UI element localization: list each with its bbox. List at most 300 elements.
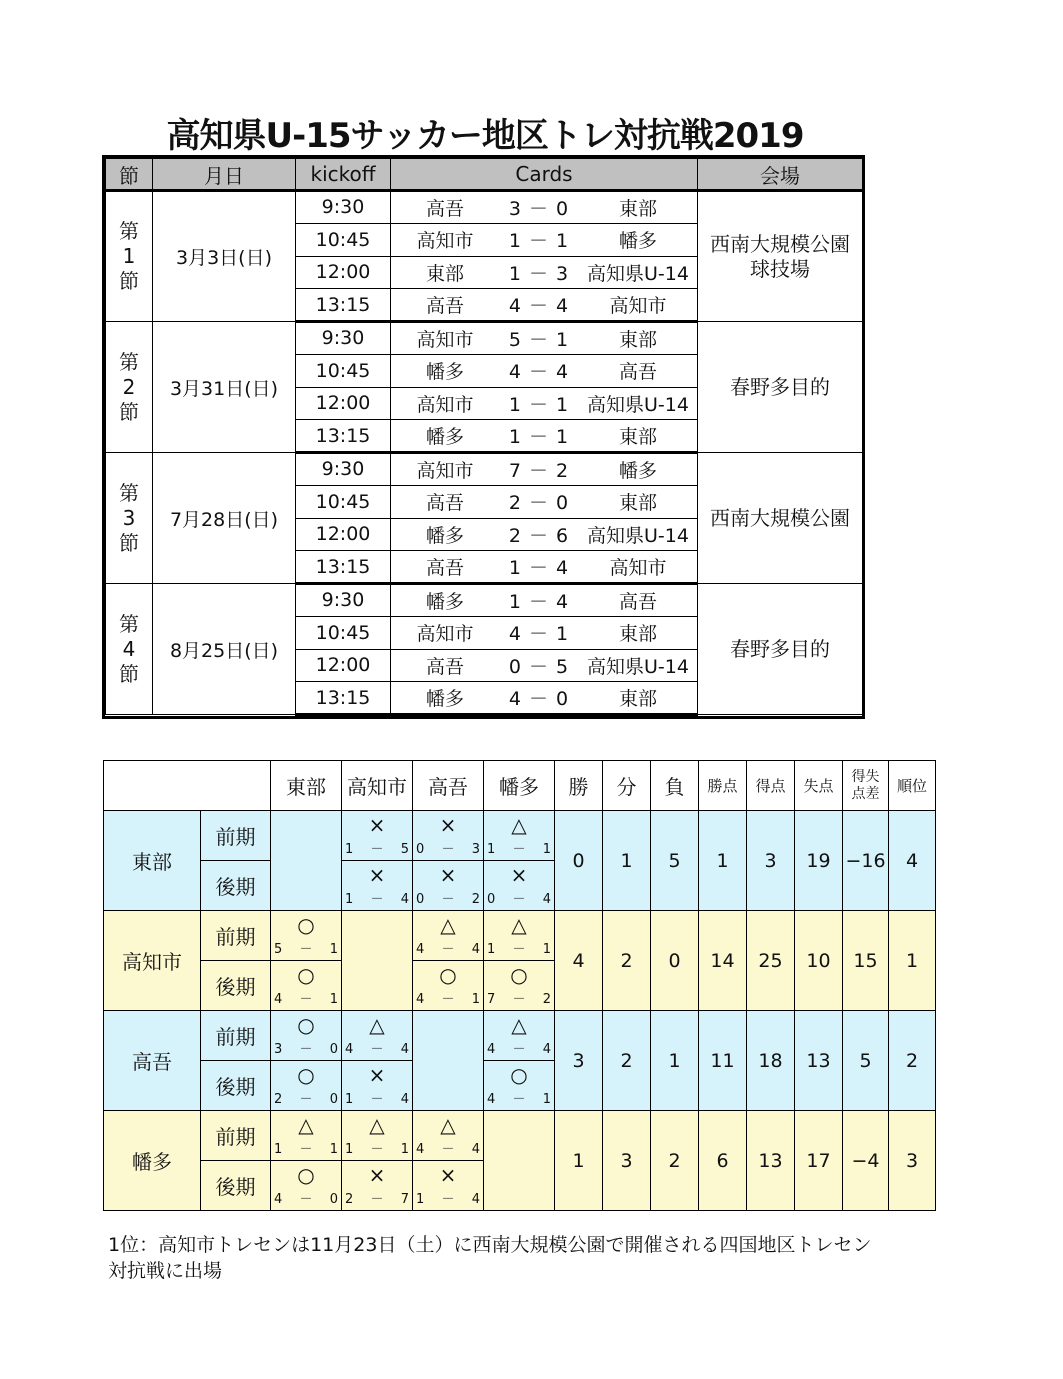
header-cards: Cards — [391, 159, 698, 191]
match-card — [391, 191, 698, 224]
result-mark-icon: ○ — [297, 913, 315, 937]
round-date: 3月31日(日) — [153, 322, 296, 453]
match-score: 1 － 4 — [508, 590, 570, 613]
standings-table — [103, 760, 935, 1207]
team-name: 高知市 — [104, 911, 201, 1011]
match-card — [391, 256, 698, 289]
venue-line: 春野多目的 — [730, 374, 830, 399]
result-mark-icon: × — [439, 813, 457, 837]
match-line — [395, 259, 693, 286]
away-team: 高吾 — [618, 590, 657, 613]
kickoff-time: 9:30 — [296, 191, 391, 224]
away-team: 東部 — [618, 688, 657, 711]
score-sep: － — [441, 992, 455, 1007]
result-cell — [342, 1161, 413, 1211]
match-card — [391, 485, 698, 518]
schedule-body — [106, 191, 863, 715]
standings-row — [104, 1011, 936, 1061]
home-team: 高知市 — [416, 230, 474, 253]
period-label: 前期 — [201, 1011, 271, 1061]
result-score — [274, 1142, 338, 1158]
score-against: 2 — [471, 892, 480, 907]
kickoff-time: 10:45 — [296, 354, 391, 387]
score-for: 4 — [487, 1042, 496, 1057]
match-line — [395, 390, 693, 417]
match-card — [391, 387, 698, 420]
round-label — [106, 191, 153, 322]
header-date: 月日 — [153, 159, 296, 191]
score-for: 4 — [274, 992, 283, 1007]
venue — [698, 453, 863, 584]
result-cell — [342, 811, 413, 861]
score-sep: － — [512, 1092, 526, 1107]
match-line — [395, 553, 693, 580]
stat-win: 0 — [555, 811, 603, 911]
result-cell — [413, 911, 484, 961]
round-label-char: 第 — [119, 219, 139, 243]
period-label: 後期 — [201, 1161, 271, 1211]
result-content — [342, 1011, 412, 1060]
score-against: 2 — [542, 992, 551, 1007]
round-label-char: 節 — [119, 399, 139, 424]
stat-points: 14 — [699, 911, 747, 1011]
score-for: 1 — [416, 1192, 425, 1207]
schedule-row — [106, 322, 863, 355]
venue — [698, 584, 863, 715]
match-score: 1 － 3 — [508, 262, 570, 285]
result-content — [342, 1161, 412, 1210]
score-sep: － — [299, 1192, 313, 1207]
result-score — [345, 892, 409, 908]
result-content — [484, 1061, 554, 1110]
result-content — [484, 961, 554, 1010]
result-mark-icon: × — [439, 863, 457, 887]
score-for: 1 — [487, 842, 496, 857]
score-for: 4 — [416, 1142, 425, 1157]
result-score — [487, 842, 551, 858]
stat-loss: 5 — [651, 811, 699, 911]
score-sep: － — [512, 842, 526, 857]
home-team: 幡多 — [425, 590, 464, 613]
header-points: 勝点 — [699, 761, 747, 811]
result-cell — [484, 911, 555, 961]
match-line — [395, 456, 693, 483]
score-for: 1 — [345, 892, 354, 907]
home-team: 幡多 — [425, 688, 464, 711]
result-score — [416, 892, 480, 908]
result-cell — [484, 1011, 555, 1061]
match-score: 5 － 1 — [508, 328, 570, 351]
score-sep: － — [370, 892, 384, 907]
score-sep: － — [299, 1142, 313, 1157]
score-against: 4 — [471, 1142, 480, 1157]
kickoff-time: 13:15 — [296, 289, 391, 322]
page-title: 高知県U-15サッカー地区トレ対抗戦2019 — [166, 116, 804, 156]
stat-goals-for: 25 — [747, 911, 795, 1011]
team-name: 高吾 — [104, 1011, 201, 1111]
header-team-1: 東部 — [271, 761, 342, 811]
score-sep: － — [370, 1142, 384, 1157]
score-against: 5 — [400, 842, 409, 857]
result-mark-icon: △ — [440, 913, 456, 937]
result-content — [342, 1061, 412, 1110]
score-sep: － — [441, 892, 455, 907]
match-line — [395, 587, 693, 614]
self-match-cell — [484, 1111, 555, 1211]
venue-line: 春野多目的 — [730, 636, 830, 661]
result-content — [271, 1061, 341, 1110]
home-team: 幡多 — [425, 361, 464, 384]
header-team-3: 高吾 — [413, 761, 484, 811]
round-label-char: 第 — [119, 611, 139, 636]
header-goal-diff-line1: 得失 — [851, 768, 880, 785]
kickoff-time: 9:30 — [296, 453, 391, 486]
stat-goal-diff: −16 — [843, 811, 889, 911]
result-content — [271, 1011, 341, 1060]
score-for: 1 — [487, 942, 496, 957]
score-against: 0 — [329, 1092, 338, 1107]
stat-goals-for: 18 — [747, 1011, 795, 1111]
away-team: 高知市 — [609, 557, 667, 580]
score-for: 4 — [487, 1092, 496, 1107]
away-team: 東部 — [618, 197, 657, 220]
header-section: 節 — [106, 159, 153, 191]
result-cell — [271, 1011, 342, 1061]
round-label-char: 第 — [119, 480, 139, 505]
score-against: 1 — [329, 942, 338, 957]
match-line — [395, 652, 693, 679]
away-team: 高知県U-14 — [587, 655, 689, 678]
score-sep: － — [370, 1042, 384, 1057]
match-card — [391, 682, 698, 715]
score-for: 0 — [487, 892, 496, 907]
result-score — [345, 842, 409, 858]
score-against: 4 — [400, 892, 409, 907]
score-for: 7 — [487, 992, 496, 1007]
result-score — [416, 1142, 480, 1158]
match-card — [391, 322, 698, 355]
score-sep: － — [370, 842, 384, 857]
result-content — [342, 811, 412, 860]
venue-line: 西南大規模公園 — [710, 505, 850, 530]
match-line — [395, 194, 693, 221]
away-team: 高知市 — [609, 295, 667, 318]
result-cell — [271, 1061, 342, 1111]
header-draw: 分 — [603, 761, 651, 811]
result-cell — [413, 1111, 484, 1161]
period-label: 前期 — [201, 911, 271, 961]
kickoff-time: 13:15 — [296, 551, 391, 584]
result-content — [342, 1111, 412, 1160]
round-date: 3月3日(日) — [153, 191, 296, 322]
score-sep: － — [512, 892, 526, 907]
score-for: 0 — [416, 842, 425, 857]
result-score — [274, 1042, 338, 1058]
match-card — [391, 289, 698, 322]
stat-draw: 2 — [603, 911, 651, 1011]
header-team-2: 高知市 — [342, 761, 413, 811]
home-team: 高知市 — [416, 393, 474, 416]
score-sep: － — [512, 1042, 526, 1057]
period-label: 前期 — [201, 811, 271, 861]
match-score: 4 － 4 — [508, 361, 570, 384]
self-match-cell — [271, 811, 342, 911]
match-card — [391, 518, 698, 551]
score-sep: － — [512, 992, 526, 1007]
result-score — [345, 1042, 409, 1058]
score-sep: － — [441, 942, 455, 957]
result-score — [487, 942, 551, 958]
result-content — [271, 1161, 341, 1210]
result-score — [416, 992, 480, 1008]
away-team: 東部 — [618, 426, 657, 449]
stat-goals-against: 13 — [795, 1011, 843, 1111]
round-date: 8月25日(日) — [153, 584, 296, 715]
stat-goals-against: 10 — [795, 911, 843, 1011]
self-match-cell — [342, 911, 413, 1011]
score-for: 2 — [274, 1092, 283, 1107]
match-card — [391, 453, 698, 486]
round-label-char: 1 — [122, 244, 136, 268]
result-content — [271, 961, 341, 1010]
header-rank: 順位 — [889, 761, 936, 811]
score-sep: － — [299, 992, 313, 1007]
score-sep: － — [441, 1142, 455, 1157]
stat-points: 6 — [699, 1111, 747, 1211]
match-card — [391, 420, 698, 453]
stat-win: 1 — [555, 1111, 603, 1211]
match-score: 7 － 2 — [508, 459, 570, 482]
result-mark-icon: ○ — [297, 1163, 315, 1187]
home-team: 幡多 — [425, 426, 464, 449]
footnote-line-1: 1位：高知市トレセンは11月23日（土）に西南大規模公園で開催される四国地区トレセン — [108, 1234, 872, 1256]
kickoff-time: 13:15 — [296, 682, 391, 715]
standings-body — [104, 811, 936, 1211]
score-against: 4 — [400, 1092, 409, 1107]
stat-loss: 1 — [651, 1011, 699, 1111]
footnote — [108, 1232, 938, 1284]
score-for: 1 — [345, 1092, 354, 1107]
score-for: 1 — [274, 1142, 283, 1157]
round-label-char: 4 — [122, 636, 136, 661]
result-mark-icon: × — [510, 863, 528, 887]
score-against: 0 — [329, 1192, 338, 1207]
result-cell — [484, 1061, 555, 1111]
match-line — [395, 488, 693, 515]
match-score: 3 － 0 — [508, 197, 570, 220]
result-cell — [342, 1061, 413, 1111]
round-label-char: 2 — [122, 374, 136, 399]
result-mark-icon: ○ — [439, 963, 457, 987]
stat-goal-diff: 15 — [843, 911, 889, 1011]
result-content — [413, 1161, 483, 1210]
stat-goals-against: 17 — [795, 1111, 843, 1211]
home-team: 高知市 — [416, 623, 474, 646]
header-blank — [104, 761, 271, 811]
footnote-line-2: 対抗戦に出場 — [108, 1260, 223, 1282]
home-team: 高吾 — [425, 655, 464, 678]
score-for: 1 — [345, 1142, 354, 1157]
result-mark-icon: ○ — [297, 1063, 315, 1087]
kickoff-time: 12:00 — [296, 649, 391, 682]
result-cell — [413, 1161, 484, 1211]
result-score — [274, 1092, 338, 1108]
score-against: 4 — [542, 892, 551, 907]
score-against: 3 — [471, 842, 480, 857]
stat-rank: 4 — [889, 811, 936, 911]
match-score: 1 － 1 — [508, 230, 570, 253]
header-kickoff: kickoff — [296, 159, 391, 191]
match-card — [391, 649, 698, 682]
home-team: 高知市 — [416, 328, 474, 351]
schedule-table — [102, 155, 865, 719]
result-mark-icon: △ — [511, 913, 527, 937]
result-score — [416, 1192, 480, 1208]
result-content — [271, 911, 341, 960]
round-label — [106, 453, 153, 584]
stat-points: 1 — [699, 811, 747, 911]
stat-draw: 1 — [603, 811, 651, 911]
stat-rank: 2 — [889, 1011, 936, 1111]
match-score: 0 － 5 — [508, 655, 570, 678]
away-team: 高知県U-14 — [587, 393, 689, 416]
self-match-cell — [413, 1011, 484, 1111]
score-sep: － — [299, 1092, 313, 1107]
schedule-row — [106, 584, 863, 617]
match-score: 4 － 1 — [508, 623, 570, 646]
match-line — [395, 422, 693, 449]
match-card — [391, 223, 698, 256]
score-for: 3 — [274, 1042, 283, 1057]
result-score — [487, 1042, 551, 1058]
match-card — [391, 616, 698, 649]
result-score — [274, 942, 338, 958]
result-content — [484, 861, 554, 910]
score-against: 1 — [329, 992, 338, 1007]
stat-rank: 3 — [889, 1111, 936, 1211]
match-line — [395, 226, 693, 253]
result-score — [274, 992, 338, 1008]
result-mark-icon: ○ — [510, 1063, 528, 1087]
score-for: 4 — [345, 1042, 354, 1057]
kickoff-time: 13:15 — [296, 420, 391, 453]
round-label — [106, 584, 153, 715]
stat-draw: 2 — [603, 1011, 651, 1111]
result-content — [413, 861, 483, 910]
result-score — [487, 892, 551, 908]
result-content — [484, 811, 554, 860]
result-score — [487, 1092, 551, 1108]
standings-row — [104, 811, 936, 861]
stat-rank: 1 — [889, 911, 936, 1011]
period-label: 後期 — [201, 861, 271, 911]
result-score — [345, 1192, 409, 1208]
match-line — [395, 357, 693, 384]
standings-row — [104, 911, 936, 961]
period-label: 後期 — [201, 1061, 271, 1111]
header-win: 勝 — [555, 761, 603, 811]
kickoff-time: 12:00 — [296, 256, 391, 289]
result-score — [274, 1192, 338, 1208]
header-goals-against: 失点 — [795, 761, 843, 811]
match-score: 4 － 0 — [508, 688, 570, 711]
result-content — [484, 1011, 554, 1060]
result-cell — [342, 1011, 413, 1061]
match-score: 2 － 6 — [508, 524, 570, 547]
result-cell — [484, 861, 555, 911]
result-cell — [413, 961, 484, 1011]
match-line — [395, 521, 693, 548]
score-sep: － — [299, 942, 313, 957]
result-cell — [271, 911, 342, 961]
round-label-char: 3 — [122, 505, 136, 530]
score-for: 4 — [416, 942, 425, 957]
round-label-char: 節 — [119, 530, 139, 555]
away-team: 高知県U-14 — [587, 524, 689, 547]
match-score: 1 － 1 — [508, 426, 570, 449]
match-score: 1 － 4 — [508, 557, 570, 580]
away-team: 幡多 — [618, 230, 657, 253]
kickoff-time: 10:45 — [296, 616, 391, 649]
result-mark-icon: ○ — [297, 963, 315, 987]
venue-line: 西南大規模公園 — [710, 231, 850, 256]
venue — [698, 191, 863, 322]
stat-goals-against: 19 — [795, 811, 843, 911]
result-cell — [271, 1111, 342, 1161]
score-against: 1 — [471, 992, 480, 1007]
result-score — [487, 992, 551, 1008]
result-score — [345, 1142, 409, 1158]
match-line — [395, 619, 693, 646]
kickoff-time: 12:00 — [296, 518, 391, 551]
score-sep: － — [299, 1042, 313, 1057]
header-goal-diff-line2: 点差 — [851, 785, 880, 802]
score-against: 1 — [329, 1142, 338, 1157]
kickoff-time: 9:30 — [296, 584, 391, 617]
score-for: 2 — [345, 1192, 354, 1207]
home-team: 高吾 — [425, 557, 464, 580]
score-sep: － — [441, 842, 455, 857]
home-team: 高吾 — [425, 197, 464, 220]
stat-win: 3 — [555, 1011, 603, 1111]
result-content — [413, 811, 483, 860]
stat-goals-for: 3 — [747, 811, 795, 911]
kickoff-time: 10:45 — [296, 223, 391, 256]
header-goal-diff — [843, 761, 889, 811]
schedule-header-row — [106, 159, 863, 191]
stat-draw: 3 — [603, 1111, 651, 1211]
round-date: 7月28日(日) — [153, 453, 296, 584]
stat-points: 11 — [699, 1011, 747, 1111]
result-mark-icon: △ — [369, 1113, 385, 1137]
result-mark-icon: △ — [369, 1013, 385, 1037]
away-team: 幡多 — [618, 459, 657, 482]
home-team: 高吾 — [425, 492, 464, 515]
match-card — [391, 354, 698, 387]
result-score — [416, 942, 480, 958]
result-mark-icon: △ — [511, 813, 527, 837]
score-for: 4 — [416, 992, 425, 1007]
match-line — [395, 325, 693, 352]
stat-goals-for: 13 — [747, 1111, 795, 1211]
period-label: 後期 — [201, 961, 271, 1011]
stat-win: 4 — [555, 911, 603, 1011]
score-against: 1 — [542, 842, 551, 857]
venue-line: 球技場 — [750, 256, 810, 281]
header-venue: 会場 — [698, 159, 863, 191]
score-for: 1 — [345, 842, 354, 857]
result-score — [416, 842, 480, 858]
